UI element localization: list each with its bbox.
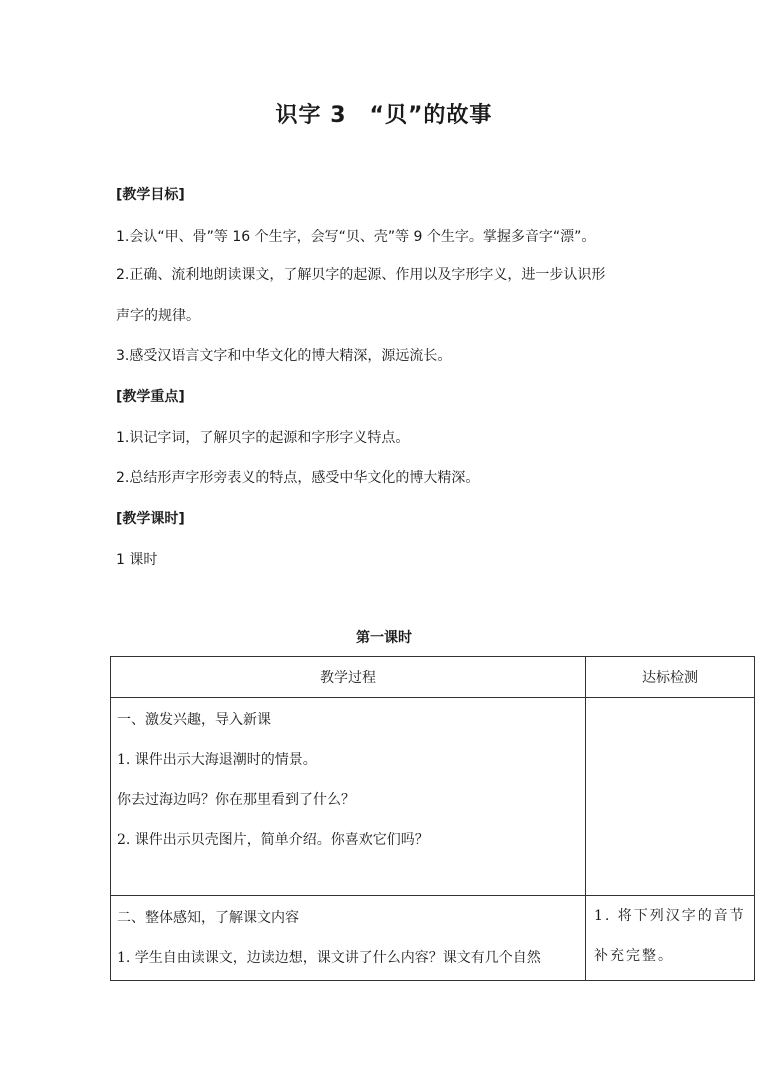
goal-3: 3.感受汉语言文字和中华文化的博大精深，源远流长。	[116, 348, 452, 364]
row1-line-1: 一、激发兴趣，导入新课	[117, 712, 271, 728]
header-teaching-process: 教学过程	[111, 657, 586, 698]
lesson-title: 第一课时	[356, 630, 412, 646]
focus-1: 1.识记字词，了解贝字的起源和字形字义特点。	[116, 430, 410, 446]
focus-2: 2.总结形声字形旁表义的特点，感受中华文化的博大精深。	[116, 470, 480, 486]
row2-assess-line-2: 补充完整。	[594, 948, 674, 964]
goal-1: 1.会认“甲、骨”等 16 个生字，会写“贝、壳”等 9 个生字。掌握多音字“漂”。	[116, 229, 596, 245]
goal-2-line-2: 声字的规律。	[116, 308, 200, 324]
hours-heading: [教学课时]	[116, 511, 185, 527]
row2-line-2: 1. 学生自由读课文，边读边想，课文讲了什么内容？课文有几个自然	[117, 950, 541, 966]
table-row	[111, 698, 755, 896]
row2-process-cell	[111, 896, 586, 981]
row1-line-4: 2. 课件出示贝壳图片，简单介绍。你喜欢它们吗？	[117, 832, 429, 848]
page-title: 识字 3 “贝”的故事	[275, 103, 493, 128]
goal-2-line-1: 2.正确、流利地朗读课文，了解贝字的起源、作用以及字形字义，进一步认识形	[116, 267, 606, 283]
row2-line-1: 二、整体感知，了解课文内容	[117, 910, 299, 926]
focus-heading: [教学重点]	[116, 389, 185, 405]
row1-line-3: 你去过海边吗？你在那里看到了什么？	[117, 792, 355, 808]
header-assessment: 达标检测	[586, 657, 755, 698]
row1-process-cell	[111, 698, 586, 896]
row1-assessment-cell	[586, 698, 755, 896]
hours-value: 1 课时	[116, 552, 158, 568]
table-header-row	[111, 657, 755, 698]
row2-assess-line-1: 1. 将下列汉字的音节	[594, 908, 746, 924]
row2-assessment-cell	[586, 896, 755, 981]
table-row	[111, 896, 755, 981]
teaching-process-table	[110, 656, 755, 981]
goals-heading: [教学目标]	[116, 187, 185, 203]
row1-line-2: 1. 课件出示大海退潮时的情景。	[117, 752, 317, 768]
